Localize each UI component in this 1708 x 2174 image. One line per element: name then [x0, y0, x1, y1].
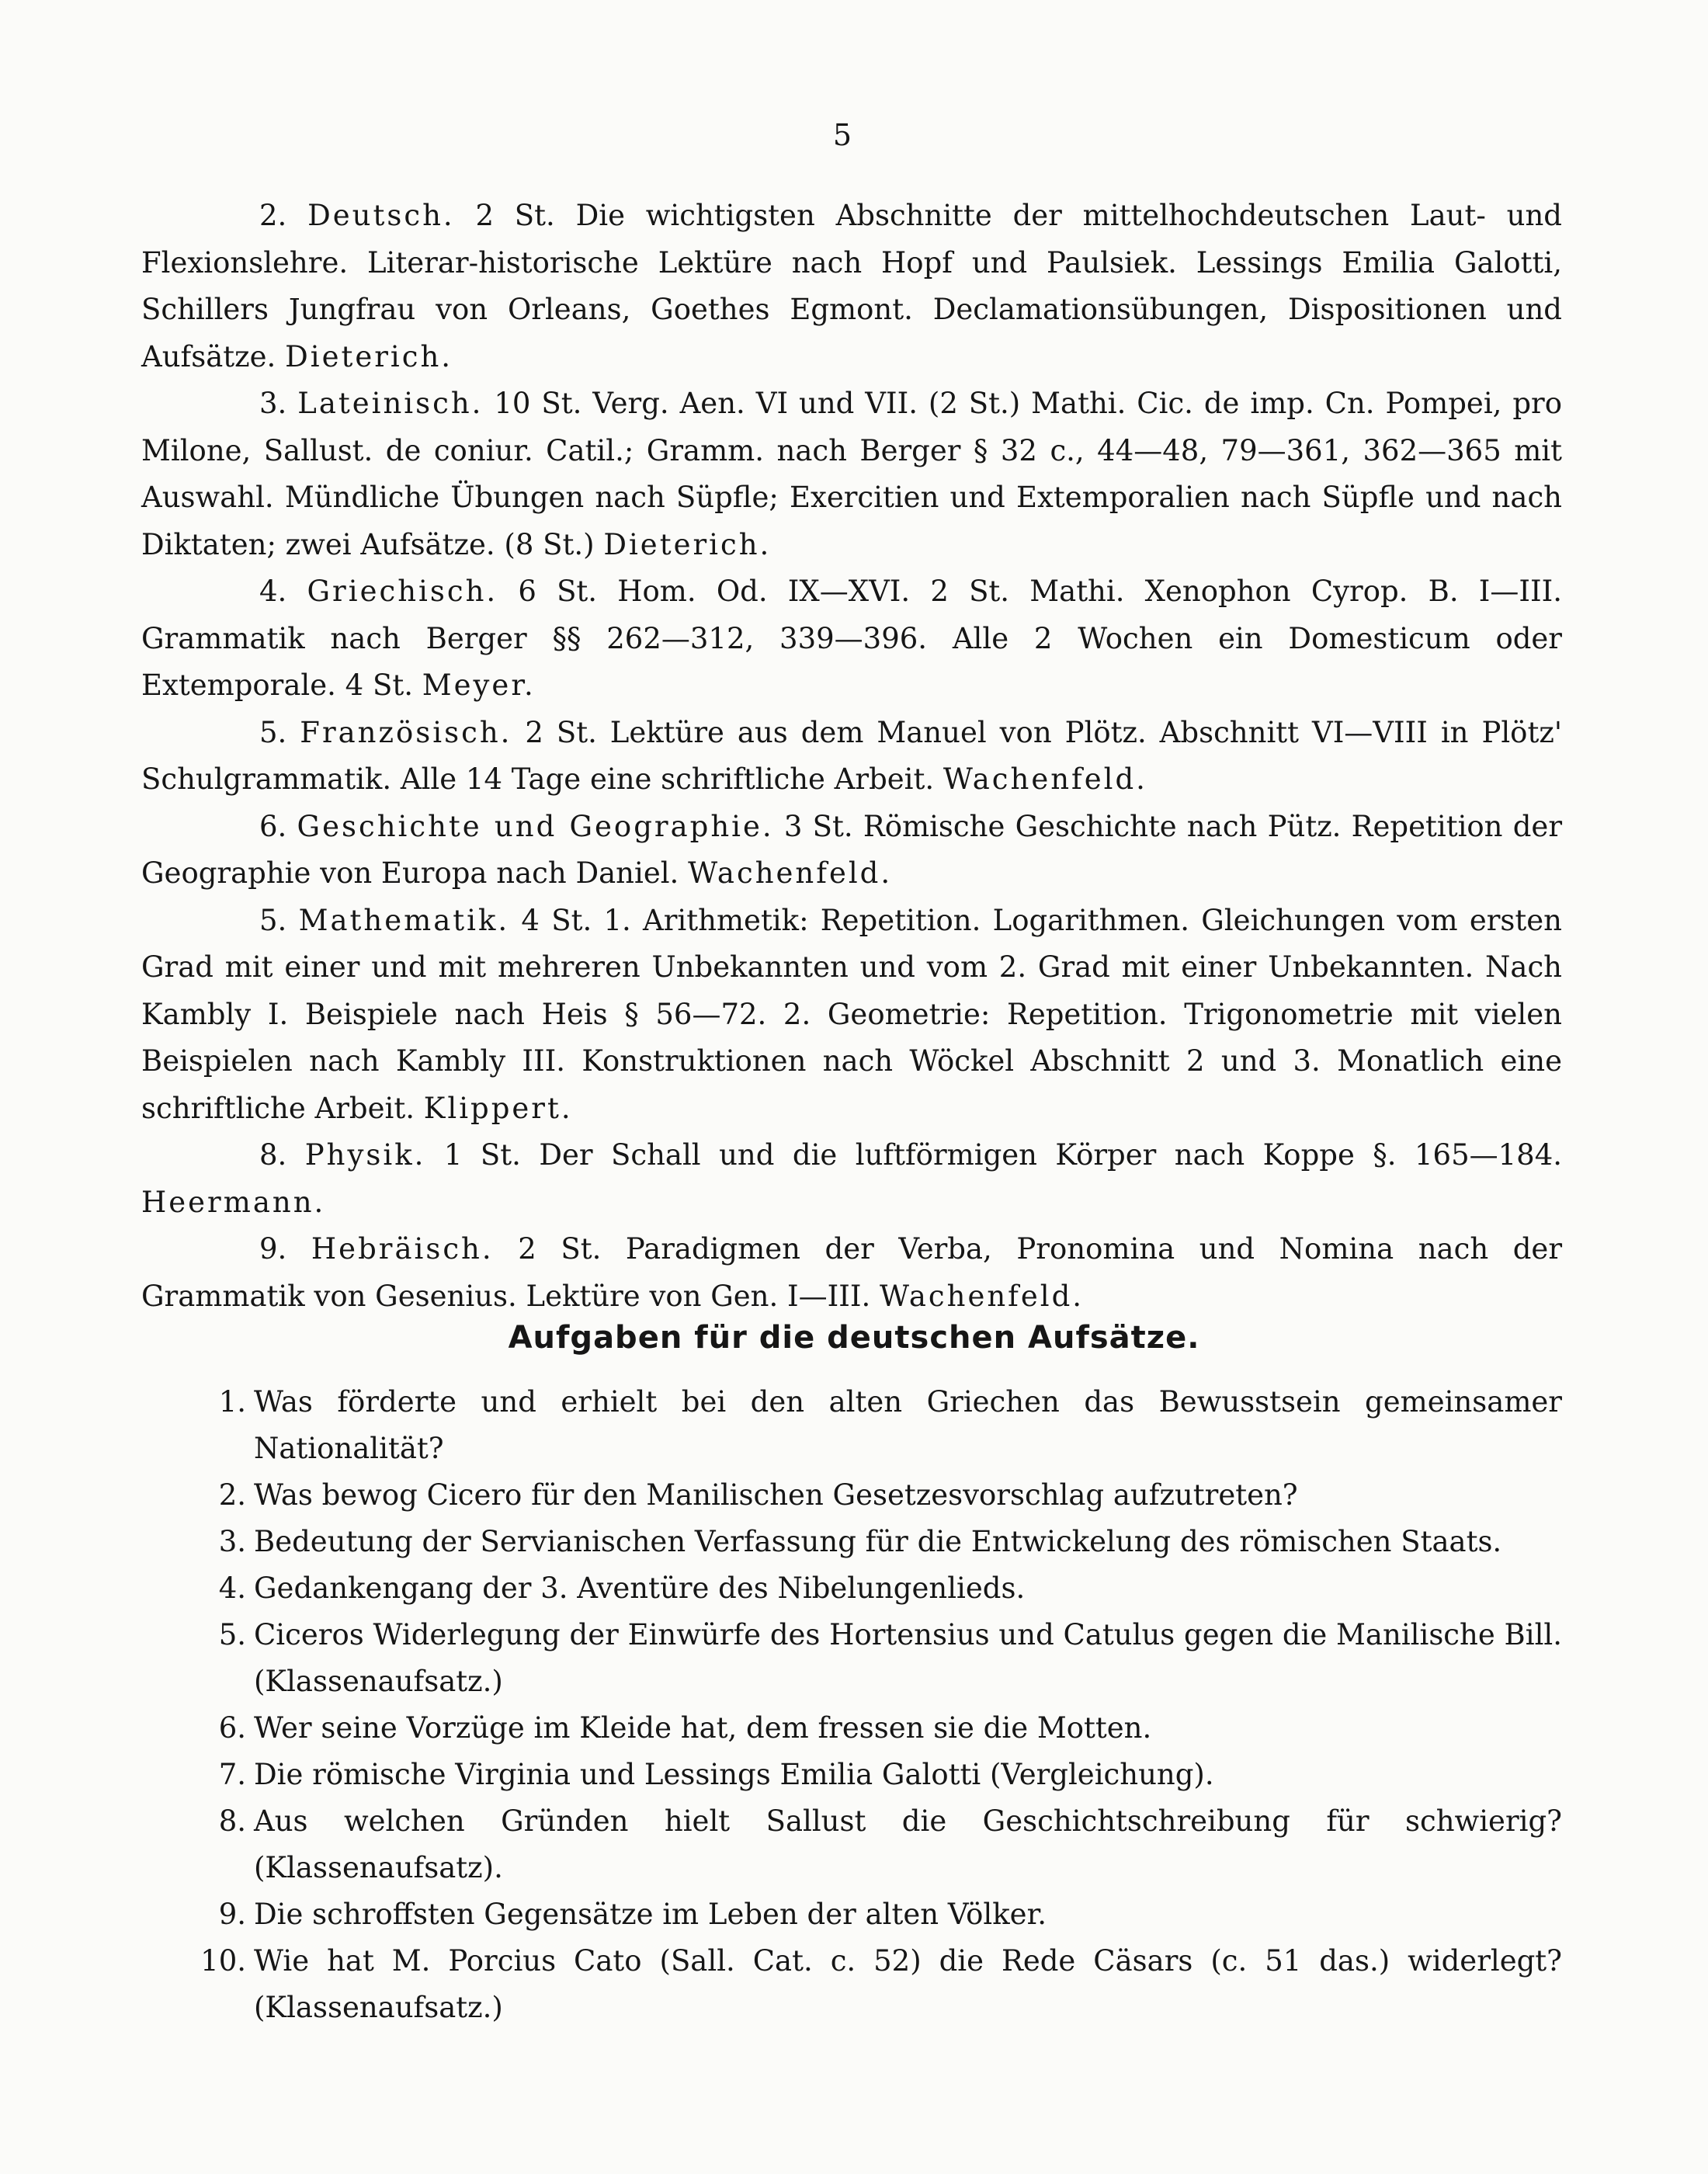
entry-teacher: Klippert. — [423, 1091, 573, 1125]
topic-number: 4. — [218, 1571, 246, 1605]
essay-topics-list — [141, 1379, 1562, 2031]
syllabus-section — [141, 193, 1562, 1320]
topic-text: Ciceros Widerlegung der Einwürfe des Hortensius und Catulus gegen die Manilische Bill. (Klassenaufsatz.) — [254, 1618, 1562, 1698]
entry-subject: Geschichte und Geographie. — [297, 809, 774, 843]
list-item — [141, 1612, 1562, 1705]
syllabus-entry-mathematik — [141, 898, 1562, 1133]
entry-number: 9. — [259, 1232, 287, 1266]
entry-number: 6. — [259, 809, 287, 843]
entry-subject: Französisch. — [300, 715, 512, 749]
entry-body: 1 St. Der Schall und die luftförmigen Körper nach Koppe §. 165—184. — [443, 1138, 1563, 1172]
entry-body: 3 St. Römische Geschichte nach Pütz. Repetition der Geographie von Europa nach Daniel. — [141, 809, 1563, 890]
topic-text: Wie hat M. Porcius Cato (Sall. Cat. c. 52) die Rede Cäsars (c. 51 das.) widerlegt? (Klassenaufsatz.) — [254, 1944, 1562, 2024]
topic-text: Was bewog Cicero für den Manilischen Gesetzesvorschlag aufzutreten? — [254, 1478, 1298, 1512]
essay-topics-heading: Aufgaben für die deutschen Aufsätze. — [508, 1320, 1200, 1356]
list-item — [141, 1798, 1562, 1891]
entry-number: 3. — [259, 387, 287, 420]
topic-text: Was förderte und erhielt bei den alten Griechen das Bewusstsein gemeinsamer Nationalität? — [254, 1385, 1562, 1465]
list-item — [141, 1938, 1562, 2031]
topic-number: 10. — [200, 1944, 246, 1978]
topic-number: 7. — [218, 1758, 246, 1791]
entry-number: 5. — [259, 903, 287, 937]
entry-number: 2. — [259, 199, 287, 232]
topic-number: 8. — [218, 1804, 246, 1838]
topic-number: 6. — [218, 1711, 246, 1745]
entry-teacher: Dieterich. — [603, 527, 772, 561]
entry-body: 10 St. Verg. Aen. VI und VII. (2 St.) Mathi. Cic. de imp. Cn. Pompei, pro Milone, Sallust. de coniur. Catil.; Gramm. nach Berger § 32 c., 44—48, 79—361, 362—365 mit Auswahl. Mündliche Übungen nach Süpfle; Exercitien und Extemporalien nach Süpfle und nach Diktaten; zwei Aufsätze. (8 St.) — [141, 387, 1562, 561]
syllabus-entry-physik — [141, 1132, 1562, 1226]
syllabus-entry-franzoesisch — [141, 710, 1562, 804]
entry-subject: Deutsch. — [307, 199, 455, 232]
syllabus-entry-deutsch — [141, 193, 1562, 380]
list-item — [141, 1519, 1562, 1565]
syllabus-entry-lateinisch — [141, 380, 1562, 568]
topic-text: Aus welchen Gründen hielt Sallust die Geschichtschreibung für schwierig? (Klassenaufsatz). — [254, 1804, 1562, 1884]
topic-text: Wer seine Vorzüge im Kleide hat, dem fressen sie die Motten. — [254, 1711, 1152, 1745]
entry-teacher: Wachenfeld. — [688, 856, 893, 890]
entry-teacher: Wachenfeld. — [880, 1279, 1085, 1313]
entry-body: 2 St. Paradigmen der Verba, Pronomina und Nomina nach der Grammatik von Gesenius. Lektüre von Gen. I—III. — [141, 1232, 1563, 1313]
topic-text: Die römische Virginia und Lessings Emilia Galotti (Vergleichung). — [254, 1758, 1214, 1791]
entry-number: 4. — [259, 575, 287, 608]
entry-number: 8. — [259, 1138, 287, 1172]
entry-subject: Mathematik. — [298, 903, 510, 937]
topic-text: Die schroffsten Gegensätze im Leben der alten Völker. — [254, 1898, 1047, 1931]
list-item — [141, 1565, 1562, 1612]
page-number: 5 — [832, 118, 852, 152]
entry-teacher: Wachenfeld. — [943, 762, 1147, 796]
syllabus-entry-griechisch — [141, 568, 1562, 710]
entry-subject: Lateinisch. — [297, 387, 484, 420]
syllabus-entry-hebraeisch — [141, 1226, 1562, 1320]
topic-number: 9. — [218, 1898, 246, 1931]
entry-teacher: Dieterich. — [285, 339, 453, 373]
syllabus-entry-geschichte — [141, 804, 1562, 898]
topic-number: 2. — [218, 1478, 246, 1512]
topic-number: 5. — [218, 1618, 246, 1651]
topic-number: 3. — [218, 1525, 246, 1558]
entry-subject: Hebräisch. — [311, 1232, 494, 1266]
entry-body: 6 St. Hom. Od. IX—XVI. 2 St. Mathi. Xenophon Cyrop. B. I—III. Grammatik nach Berger §§ 262—312, 339—396. Alle 2 Wochen ein Domesticum oder Extemporale. 4 St. — [141, 575, 1562, 702]
list-item — [141, 1379, 1562, 1472]
entry-body: 4 St. 1. Arithmetik: Repetition. Logarithmen. Gleichungen vom ersten Grad mit einer und mit mehreren Unbekannten und vom 2. Grad mit einer Unbekannten. Nach Kambly I. Beispiele nach Heis § 56—72. 2. Geometrie: Repetition. Trigonometrie mit vielen Beispielen nach Kambly III. Konstruktionen nach Wöckel Abschnitt 2 und 3. Monatlich eine schriftliche Arbeit. — [141, 903, 1562, 1125]
entry-number: 5. — [259, 715, 287, 749]
list-item — [141, 1891, 1562, 1938]
topic-number: 1. — [218, 1385, 246, 1419]
list-item — [141, 1705, 1562, 1752]
entry-body: 2 St. Lektüre aus dem Manuel von Plötz. Abschnitt VI—VIII in Plötz' Schulgrammatik. Alle 14 Tage eine schriftliche Arbeit. — [141, 715, 1562, 796]
list-item — [141, 1472, 1562, 1519]
entry-teacher: Meyer. — [422, 669, 536, 702]
entry-subject: Griechisch. — [307, 575, 498, 608]
list-item — [141, 1752, 1562, 1798]
topic-text: Gedankengang der 3. Aventüre des Nibelungenlieds. — [254, 1571, 1026, 1605]
entry-subject: Physik. — [304, 1138, 426, 1172]
entry-teacher: Heermann. — [141, 1185, 326, 1219]
topic-text: Bedeutung der Servianischen Verfassung für die Entwickelung des römischen Staats. — [254, 1525, 1502, 1558]
entry-body: 2 St. Die wichtigsten Abschnitte der mittelhochdeutschen Laut- und Flexionslehre. Literar-historische Lektüre nach Hopf und Paulsiek. Lessings Emilia Galotti, Schillers Jungfrau von Orleans, Goethes Egmont. Declamationsübungen, Dispositionen und Aufsätze. — [141, 199, 1562, 373]
